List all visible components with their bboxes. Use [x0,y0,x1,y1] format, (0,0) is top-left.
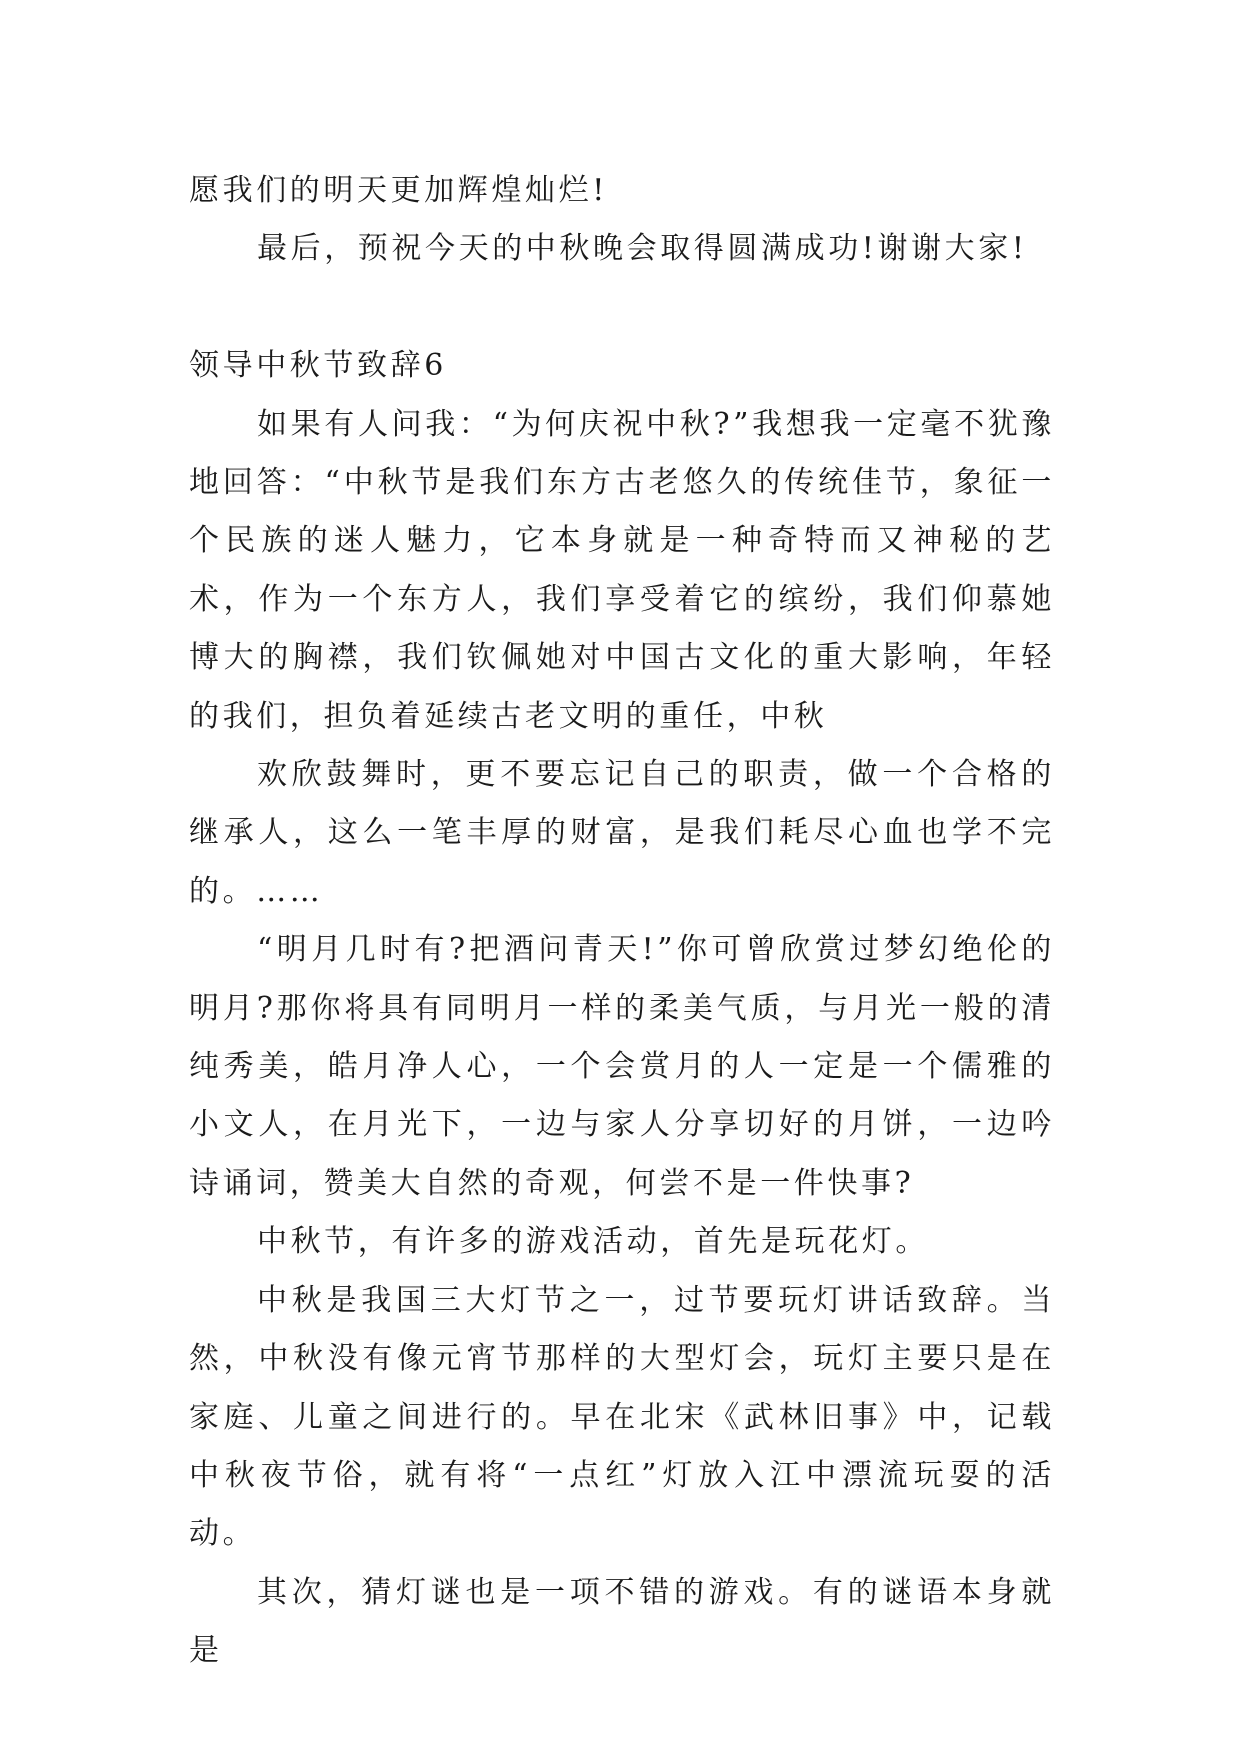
document-body [189,162,1055,1681]
paragraph: “明月几时有?把酒问青天!”你可曾欣赏过梦幻绝伦的明月?那你将具有同明月一样的柔美气质，与月光一般的清纯秀美，皓月净人心，一个会赏月的人一定是一个儒雅的小文人，在月光下，一边与家人分享切好的月饼，一边吟诗诵词，赞美大自然的奇观，何尝不是一件快事? [189,932,1055,1201]
paragraph: 愿我们的明天更加辉煌灿烂! [189,173,608,208]
section-title: 领导中秋节致辞6 [189,348,447,384]
paragraph: 中秋是我国三大灯节之一，过节要玩灯讲话致辞。当然，中秋没有像元宵节那样的大型灯会，玩灯主要只是在家庭、儿童之间进行的。早在北宋《武林旧事》中，记载中秋夜节俗，就有将“一点红”灯放入江中漂流玩耍的活动。 [189,1282,1055,1552]
paragraph: 中秋节，有许多的游戏活动，首先是玩花灯。 [257,1224,929,1260]
paragraph: 欢欣鼓舞时，更不要忘记自己的职责，做一个合格的继承人，这么一笔丰厚的财富，是我们耗尽心血也学不完的。…… [189,757,1055,909]
paragraph: 最后，预祝今天的中秋晚会取得圆满成功!谢谢大家! [257,231,1028,267]
paragraph: 如果有人问我：“为何庆祝中秋?”我想我一定毫不犹豫地回答：“中秋节是我们东方古老悠久的传统佳节，象征一个民族的迷人魅力，它本身就是一种奇特而又神秘的艺术，作为一个东方人，我们享受着它的缤纷，我们仰慕她博大的胸襟，我们钦佩她对中国古文化的重大影响，年轻的我们，担负着延续古老文明的重任，中秋 [189,406,1055,734]
paragraph: 其次，猜灯谜也是一项不错的游戏。有的谜语本身就是 [189,1574,1055,1669]
